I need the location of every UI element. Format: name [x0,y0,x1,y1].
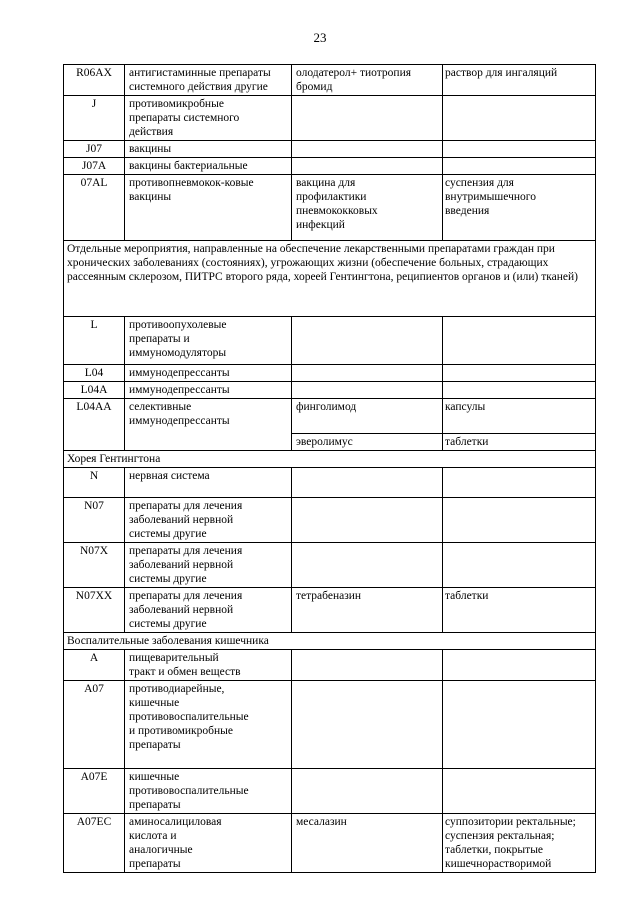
atc-code-cell: L04A [64,382,125,399]
atc-group-cell: кишечные противовоспалительные препараты [125,769,292,814]
dosage-form-cell: капсулы [443,399,596,434]
drug-name-cell [292,317,443,365]
atc-group-cell: селективные иммунодепрессанты [125,399,292,451]
section-title: Отдельные мероприятия, направленные на обеспечение лекарственными препаратами граждан при хронических заболеваниях (состояниях), угрожающих жизни (обеспечение больных, страдающих рассеянным склерозом, ПИТРС второго ряда, хореей Гентингтона, реципиентов органов и (или) тканей) [64,241,596,317]
dosage-form-cell [443,158,596,175]
drug-name-cell [292,650,443,681]
table-row [64,814,596,873]
dosage-form-cell [443,681,596,769]
table-row [64,588,596,633]
section-header-row [64,241,596,317]
atc-group-cell: противоопухолевые препараты и иммуномодуляторы [125,317,292,365]
atc-code-cell: J [64,96,125,141]
atc-group-cell: противомикробные препараты системного действия [125,96,292,141]
atc-code-cell: N [64,468,125,498]
table-row [64,681,596,769]
atc-code-cell: N07X [64,543,125,588]
table-body [64,65,596,873]
dosage-form-cell [443,769,596,814]
atc-code-cell: R06AX [64,65,125,96]
dosage-form-cell: таблетки [443,434,596,451]
drug-name-cell [292,141,443,158]
atc-group-cell: препараты для лечения заболеваний нервной системы другие [125,498,292,543]
dosage-form-cell [443,96,596,141]
table-row [64,399,596,434]
drug-name-cell: месалазин [292,814,443,873]
table-row [64,769,596,814]
table-row [64,141,596,158]
atc-group-cell: противодиарейные, кишечные противовоспалительные и противомикробные препараты [125,681,292,769]
drug-list-table [63,64,596,873]
table-row [64,498,596,543]
drug-name-cell [292,382,443,399]
table-row [64,96,596,141]
atc-code-cell: A [64,650,125,681]
drug-name-cell: эверолимус [292,434,443,451]
atc-code-cell: N07XX [64,588,125,633]
table-row [64,468,596,498]
atc-group-cell: противопневмокок-ковые вакцины [125,175,292,241]
dosage-form-cell: суспензия для внутримышечного введения [443,175,596,241]
atc-code-cell: A07 [64,681,125,769]
section-header-row [64,451,596,468]
drug-name-cell [292,498,443,543]
page-number: 23 [313,30,327,45]
table-row [64,175,596,241]
section-title: Хорея Гентингтона [64,451,596,468]
dosage-form-cell [443,468,596,498]
drug-name-cell [292,543,443,588]
drug-name-cell: тетрабеназин [292,588,443,633]
dosage-form-cell [443,141,596,158]
atc-code-cell: L04 [64,365,125,382]
dosage-form-cell [443,365,596,382]
atc-code-cell: J07 [64,141,125,158]
dosage-form-cell: суппозитории ректальные; суспензия ректальная; таблетки, покрытые кишечнорастворимой [443,814,596,873]
drug-name-cell [292,769,443,814]
drug-name-cell [292,96,443,141]
atc-group-cell: иммунодепрессанты [125,382,292,399]
drug-name-cell [292,158,443,175]
dosage-form-cell: таблетки [443,588,596,633]
atc-group-cell: препараты для лечения заболеваний нервной системы другие [125,543,292,588]
table-row [64,158,596,175]
drug-name-cell: вакцина для профилактики пневмококковых инфекций [292,175,443,241]
dosage-form-cell [443,498,596,543]
atc-group-cell: пищеварительный тракт и обмен веществ [125,650,292,681]
atc-code-cell: A07EC [64,814,125,873]
table-row [64,650,596,681]
drug-name-cell: финголимод [292,399,443,434]
atc-code-cell: 07AL [64,175,125,241]
dosage-form-cell [443,317,596,365]
atc-code-cell: L04AA [64,399,125,451]
table-row [64,317,596,365]
atc-group-cell: аминосалициловая кислота и аналогичные препараты [125,814,292,873]
section-title: Воспалительные заболевания кишечника [64,633,596,650]
atc-group-cell: нервная система [125,468,292,498]
dosage-form-cell [443,543,596,588]
atc-group-cell: вакцины [125,141,292,158]
section-header-row [64,633,596,650]
dosage-form-cell [443,382,596,399]
table-row [64,365,596,382]
table-row [64,382,596,399]
atc-code-cell: N07 [64,498,125,543]
table-row [64,65,596,96]
atc-group-cell: вакцины бактериальные [125,158,292,175]
atc-group-cell: антигистаминные препараты системного действия другие [125,65,292,96]
table-row [64,543,596,588]
atc-code-cell: L [64,317,125,365]
atc-code-cell: A07E [64,769,125,814]
drug-name-cell: олодатерол+ тиотропия бромид [292,65,443,96]
atc-group-cell: препараты для лечения заболеваний нервной системы другие [125,588,292,633]
dosage-form-cell: раствор для ингаляций [443,65,596,96]
dosage-form-cell [443,650,596,681]
drug-name-cell [292,681,443,769]
atc-group-cell: иммунодепрессанты [125,365,292,382]
atc-code-cell: J07A [64,158,125,175]
drug-name-cell [292,365,443,382]
drug-name-cell [292,468,443,498]
